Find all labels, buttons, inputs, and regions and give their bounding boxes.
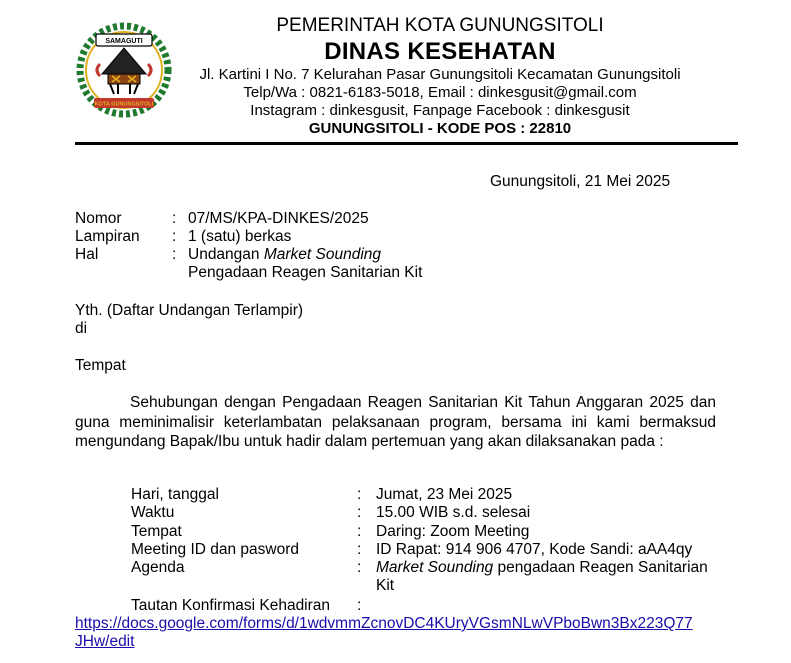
meta-colon: : <box>172 228 177 245</box>
detail-colon: : <box>357 541 362 558</box>
hal-prefix: Undangan <box>188 246 264 263</box>
meta-value-hal <box>188 246 381 264</box>
meta-label-nomor: Nomor <box>75 210 122 227</box>
agenda-italic: Market Sounding <box>376 559 494 576</box>
meta-value-lampiran: 1 (satu) berkas <box>188 228 292 245</box>
detail-label-hari: Hari, tanggal <box>131 486 219 503</box>
recipient-di: di <box>75 320 88 337</box>
agency-postal-code: GUNUNGSITOLI - KODE POS : 22810 <box>308 120 572 137</box>
detail-value-agenda-line2: Kit <box>376 577 395 594</box>
confirmation-label: Tautan Konfirmasi Kehadiran <box>131 597 331 614</box>
body-paragraph: Sehubungan dengan Pengadaan Reagen Sanitarian Kit Tahun Anggaran 2025 dan guna meminimalisir keterlambatan pelaksanaan program, bersama ini kami bermaksud mengundang Bapak/Ibu untuk hadir dalam pertemuan yang akan dilaksanakan pada : <box>75 394 716 450</box>
detail-value-meeting-id: ID Rapat: 914 906 4707, Kode Sandi: aAA4qy <box>376 541 693 558</box>
confirmation-link-line2[interactable]: JHw/edit <box>75 633 135 650</box>
detail-label-tempat: Tempat <box>131 523 182 540</box>
agency-contact: Telp/Wa : 0821-6183-5018, Email : dinkesgusit@gmail.com <box>243 84 637 101</box>
meta-colon: : <box>172 210 177 227</box>
agency-address: Jl. Kartini I No. 7 Kelurahan Pasar Gunungsitoli Kecamatan Gunungsitoli <box>199 66 681 83</box>
confirmation-link-line1[interactable]: https://docs.google.com/forms/d/1wdvmmZcnovDC4KUryVGsmNLwVPboBwn3Bx223Q77 <box>75 615 693 632</box>
meta-value-hal-line2: Pengadaan Reagen Sanitarian Kit <box>188 264 423 281</box>
recipient-line: Yth. (Daftar Undangan Terlampir) <box>75 302 304 319</box>
meta-label-hal: Hal <box>75 246 99 263</box>
detail-label-agenda: Agenda <box>131 559 185 576</box>
detail-value-tempat: Daring: Zoom Meeting <box>376 523 530 540</box>
meta-colon: : <box>172 246 177 263</box>
gunungsitoli-emblem-logo <box>74 18 174 122</box>
confirmation-colon: : <box>357 597 362 614</box>
agenda-rest: pengadaan Reagen Sanitarian <box>493 559 708 576</box>
agency-social-media: Instagram : dinkesgusit, Fanpage Facebook : dinkesgusit <box>250 102 630 119</box>
detail-value-agenda <box>376 559 708 577</box>
detail-colon: : <box>357 486 362 503</box>
agency-name: DINAS KESEHATAN <box>324 38 556 65</box>
government-name: PEMERINTAH KOTA GUNUNGSITOLI <box>276 15 604 36</box>
detail-value-waktu: 15.00 WIB s.d. selesai <box>376 504 531 521</box>
meta-label-lampiran: Lampiran <box>75 228 140 245</box>
letter-date: Gunungsitoli, 21 Mei 2025 <box>490 173 671 190</box>
detail-colon: : <box>357 559 362 576</box>
logo-bottom-text: KOTA GUNUNGSITOLI <box>94 101 154 108</box>
logo-top-text: SAMAGUTI <box>105 38 143 45</box>
recipient-tempat: Tempat <box>75 357 126 374</box>
detail-label-waktu: Waktu <box>131 504 175 521</box>
letterhead-divider <box>75 142 738 145</box>
detail-colon: : <box>357 523 362 540</box>
hal-italic: Market Sounding <box>263 246 382 263</box>
meta-value-nomor: 07/MS/KPA-DINKES/2025 <box>188 210 369 227</box>
detail-label-meeting-id: Meeting ID dan pasword <box>131 541 300 558</box>
detail-colon: : <box>357 504 362 521</box>
detail-value-hari: Jumat, 23 Mei 2025 <box>376 486 513 503</box>
